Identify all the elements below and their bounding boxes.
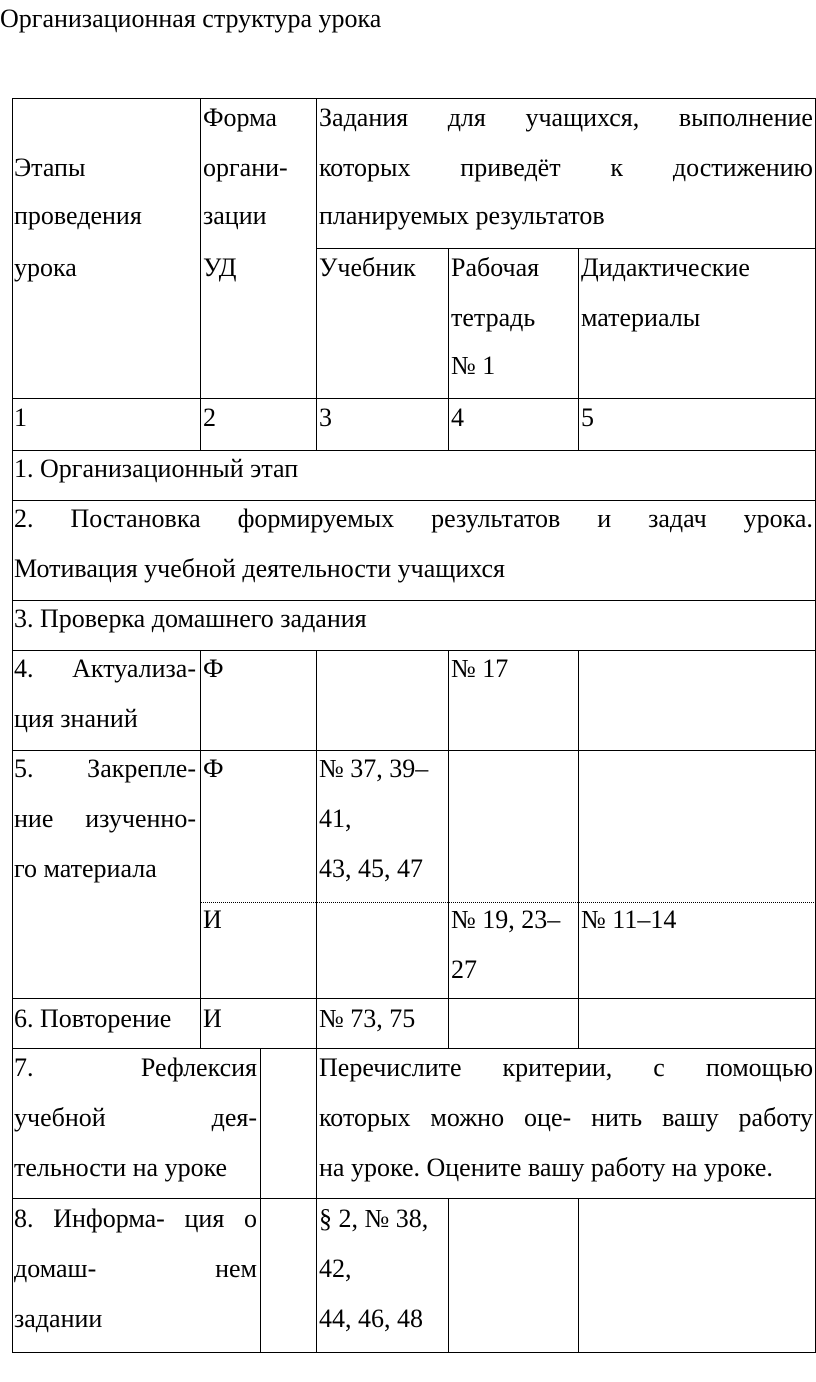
header-tasks-line: Задания для учащихся, выполнение [319, 103, 813, 132]
stage-organizational: 1. Организационный этап [14, 454, 299, 483]
column-number: 1 [14, 403, 27, 432]
form-cell: Ф [203, 654, 224, 683]
textbook-cell: § 2, № 38, [319, 1204, 429, 1233]
didactic-cell: № 11–14 [581, 905, 677, 934]
grid-line [260, 1048, 261, 1352]
stage-homework-info-line3: задании [14, 1304, 103, 1333]
stage-knowledge-update-line2: ция знаний [14, 704, 138, 733]
textbook-cell: № 37, 39– [319, 754, 429, 783]
form-cell: И [203, 1004, 222, 1033]
column-number: 5 [581, 403, 594, 432]
reflection-task-line2: которых можно оце- нить вашу работу [319, 1103, 813, 1132]
stage-goal-setting: 2. Постановка формируемых результатов и задач урока. [14, 504, 813, 533]
stage-consolidation: 5. Закрепле- [14, 754, 196, 783]
workbook-cell: 27 [451, 955, 477, 984]
header-workbook: Рабочая [451, 253, 540, 282]
header-workbook: тетрадь [451, 303, 536, 332]
grid-line [448, 650, 449, 1048]
textbook-cell: № 73, 75 [319, 1004, 416, 1033]
header-didactic: материалы [581, 303, 701, 332]
stage-consolidation-line3: го материала [14, 854, 157, 883]
textbook-cell: 44, 46, 48 [319, 1304, 423, 1333]
stage-homework-check: 3. Проверка домашнего задания [14, 604, 367, 633]
column-number: 3 [319, 403, 332, 432]
header-form-label: Форма [203, 103, 277, 132]
header-textbook: Учебник [319, 253, 416, 282]
header-workbook: № 1 [451, 351, 496, 380]
reflection-task-line3: на уроке. Оцените вашу работу на уроке. [319, 1153, 773, 1182]
grid-line [578, 248, 579, 450]
textbook-cell: 42, [319, 1254, 352, 1283]
form-cell: И [203, 905, 222, 934]
textbook-cell: 41, [319, 804, 352, 833]
header-tasks-line: которых приведёт к достижению [319, 153, 813, 182]
header-didactic: Дидактические [581, 253, 750, 282]
stage-repetition: 6. Повторение [14, 1004, 172, 1033]
grid-line [12, 1352, 816, 1353]
header-stage-label: проведения [14, 201, 142, 230]
grid-line [12, 398, 816, 399]
stage-homework-info: 8. Информа- ция о [14, 1204, 257, 1233]
stage-consolidation-line2: ние изученно- [14, 804, 196, 833]
document-title: Организационная структура урока [0, 4, 382, 33]
column-number: 4 [451, 403, 464, 432]
grid-line [12, 98, 13, 1353]
stage-goal-setting-line2: Мотивация учебной деятельности учащихся [14, 554, 505, 583]
column-number: 2 [203, 403, 216, 432]
workbook-cell: № 17 [451, 654, 509, 683]
textbook-cell: 43, 45, 47 [319, 854, 423, 883]
stage-reflection: 7. Рефлексия [14, 1053, 257, 1082]
grid-line [448, 248, 449, 450]
stage-reflection-line3: тельности на уроке [14, 1153, 228, 1182]
workbook-cell: № 19, 23– [451, 905, 561, 934]
grid-line [316, 98, 317, 450]
grid-line [316, 650, 317, 1352]
stage-reflection-line2: учебной дея- [14, 1103, 257, 1132]
form-cell: Ф [203, 754, 224, 783]
grid-line [578, 650, 579, 1048]
grid-line [578, 1198, 579, 1352]
stage-homework-info-line2: домаш- нем [14, 1254, 257, 1283]
grid-line [200, 650, 201, 1048]
header-stage-label: Этапы [14, 153, 86, 182]
grid-line [448, 1198, 449, 1352]
reflection-task: Перечислите критерии, с помощью [319, 1053, 813, 1082]
header-form-label: зации [203, 201, 267, 230]
stage-knowledge-update: 4. Актуализа- [14, 654, 196, 683]
header-form-label: органи- [203, 153, 288, 182]
header-stage-label: урока [14, 253, 77, 282]
header-form-label: УД [203, 253, 237, 282]
grid-line [200, 98, 201, 450]
header-tasks-line: планируемых результатов [319, 201, 605, 230]
